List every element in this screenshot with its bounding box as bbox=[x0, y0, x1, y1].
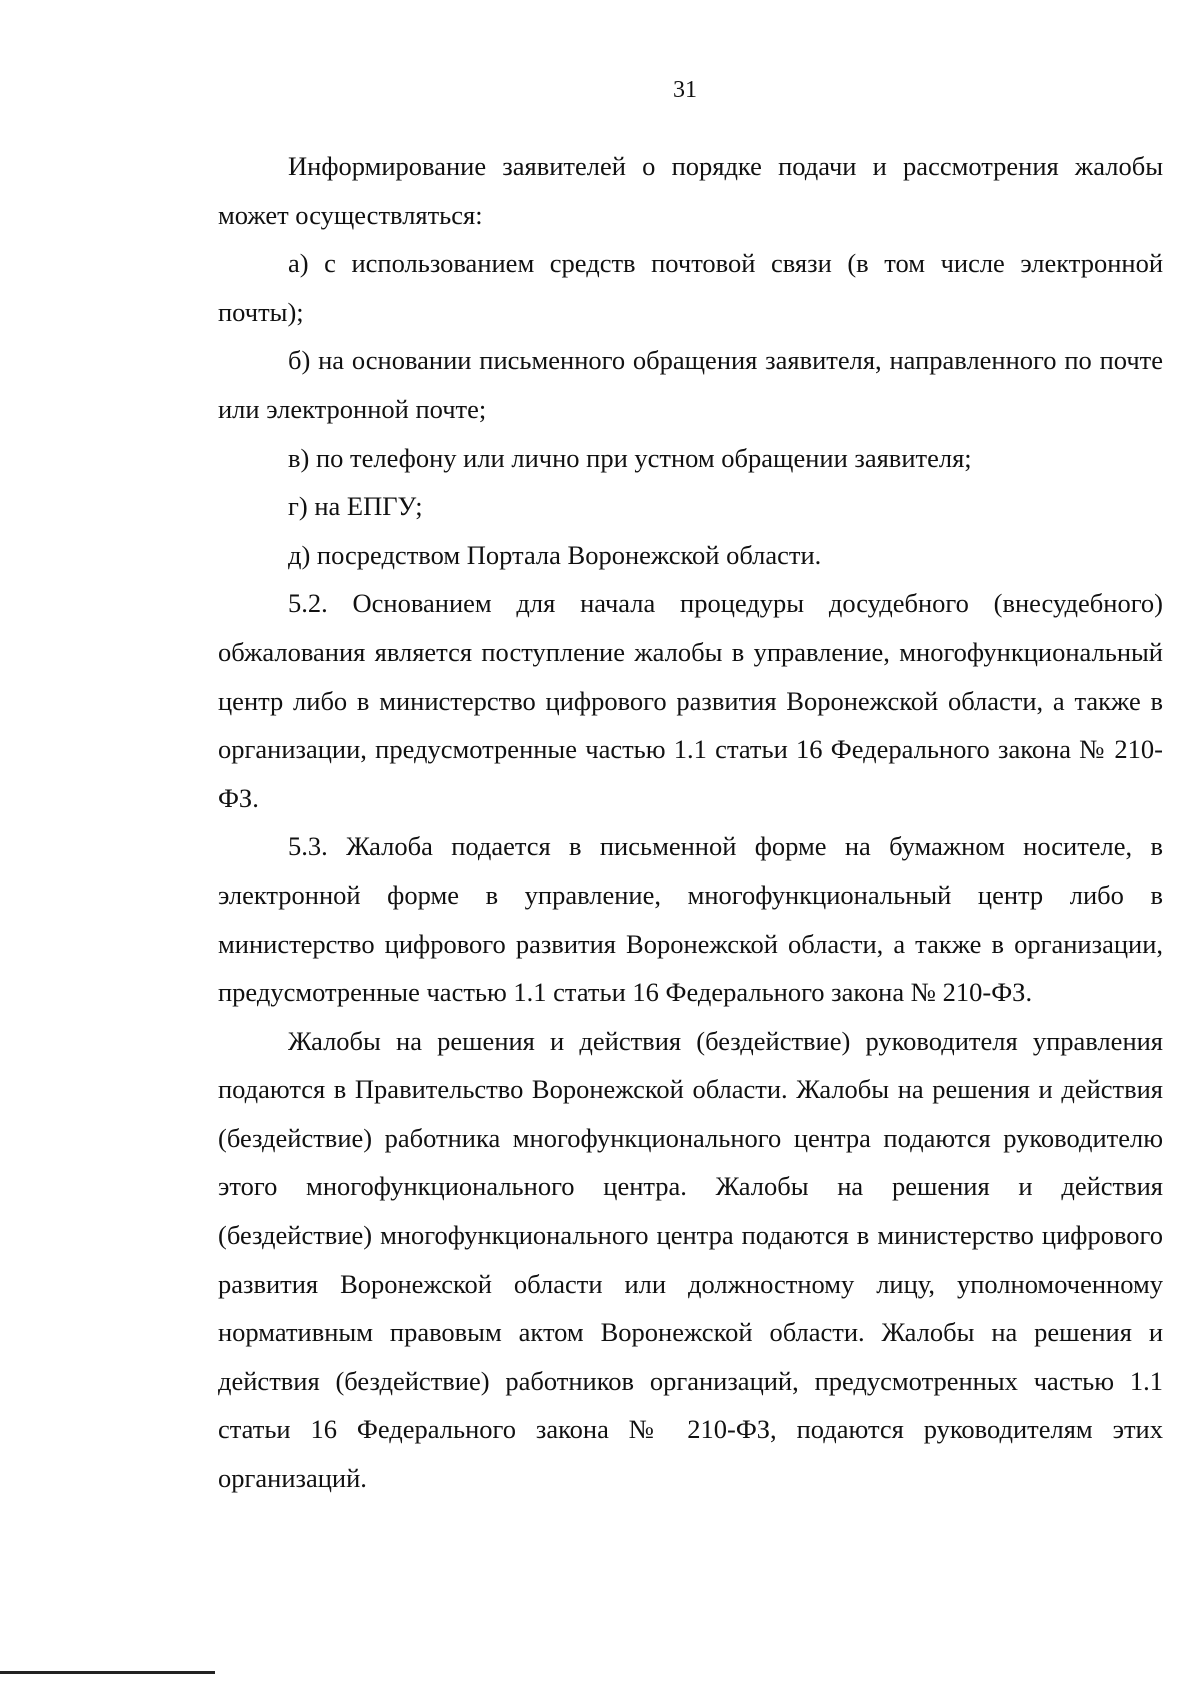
footer-rule bbox=[0, 1671, 215, 1674]
paragraph-informing-intro: Информирование заявителей о порядке подачи и рассмотрения жалобы может осуществляться: bbox=[218, 151, 1163, 230]
list-item-b: б) на основании письменного обращения заявителя, направленного по почте или электронной почте; bbox=[218, 345, 1163, 424]
paragraph-5-3: 5.3. Жалоба подается в письменной форме на бумажном носителе, в электронной форме в управление, многофункциональный центр либо в министерство цифрового развития Воронежской области, а также в организации, предусмотренные частью 1.1 статьи 16 Федерального закона № 210-ФЗ. bbox=[218, 831, 1163, 1008]
list-item-g: г) на ЕПГУ; bbox=[288, 491, 423, 522]
document-body bbox=[218, 142, 1163, 1503]
page-number: 31 bbox=[673, 77, 697, 103]
list-item-v: в) по телефону или лично при устном обращении заявителя; bbox=[288, 442, 972, 473]
list-item-d: д) посредством Портала Воронежской области. bbox=[288, 539, 822, 570]
paragraph-complaints-recipients: Жалобы на решения и действия (бездействие) руководителя управления подаются в Правительство Воронежской области. Жалобы на решения и действия (бездействие) работника многофункционального центра подаются руководителю этого многофункционального центра. Жалобы на решения и действия (бездействие) многофункционального центра подаются в министерство цифрового развития Воронежской области или должностному лицу, уполномоченному нормативным правовым актом Воронежской области. Жалобы на решения и действия (бездействие) работников организаций, предусмотренных частью 1.1 статьи 16 Федерального закона № 210-ФЗ, подаются руководителям этих организаций. bbox=[218, 1025, 1163, 1494]
list-item-a: а) с использованием средств почтовой связи (в том числе электронной почты); bbox=[218, 248, 1163, 327]
paragraph-5-2: 5.2. Основанием для начала процедуры досудебного (внесудебного) обжалования является поступление жалобы в управление, многофункциональный центр либо в министерство цифрового развития Воронежской области, а также в организации, предусмотренные частью 1.1 статьи 16 Федерального закона № 210-ФЗ. bbox=[218, 588, 1163, 813]
